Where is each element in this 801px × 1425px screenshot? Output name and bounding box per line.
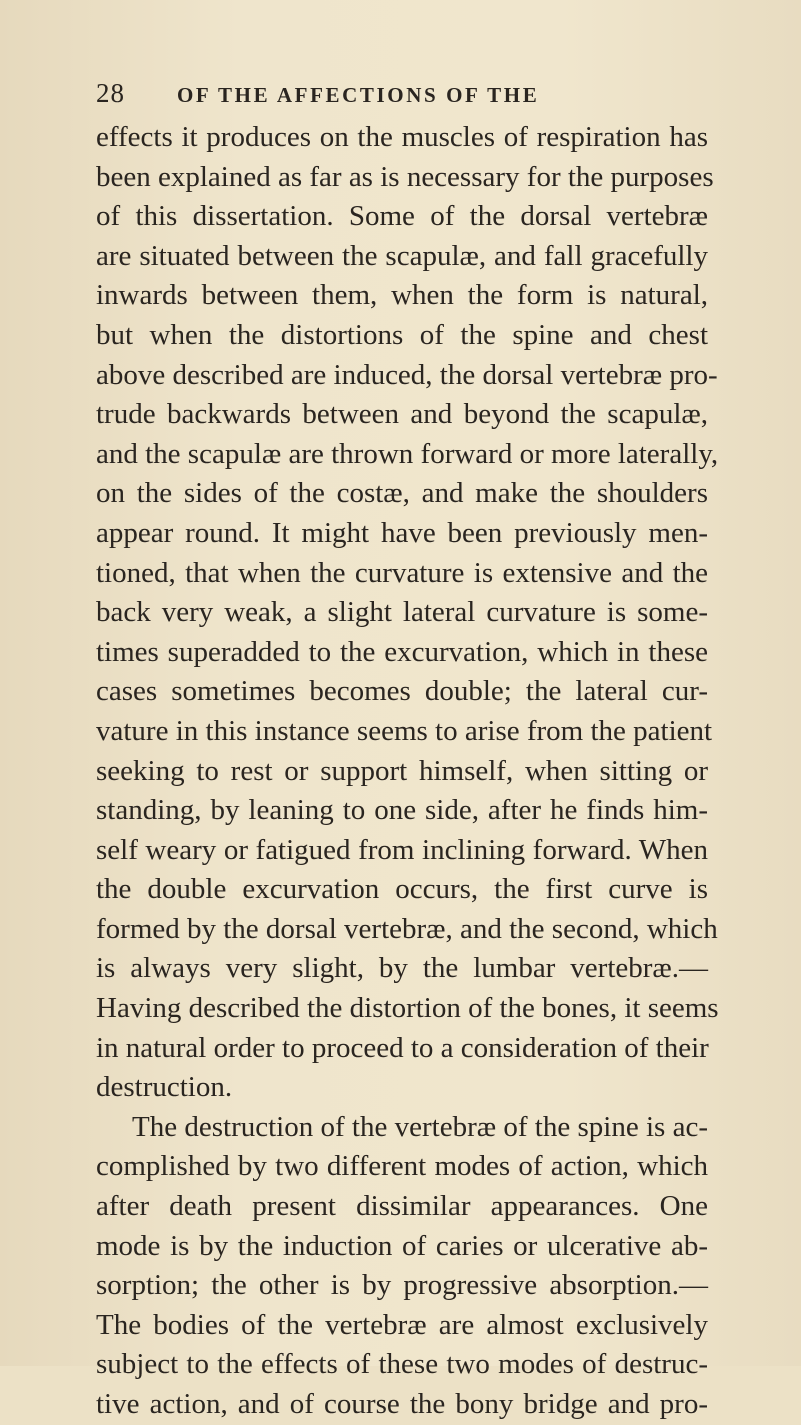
- text-line: above described are induced, the dorsal vertebræ pro-: [96, 358, 718, 391]
- text-line: trude backwards between and beyond the scapulæ,: [96, 398, 708, 431]
- text-line: mode is by the induction of caries or ulcerative ab-: [96, 1229, 708, 1262]
- text-line: self weary or fatigued from inclining forward. When: [96, 833, 708, 866]
- paragraph-first-line: The destruction of the vertebræ of the spine is ac-: [132, 1110, 708, 1143]
- text-line: times superadded to the excurvation, which in these: [96, 635, 708, 668]
- page-header: [96, 78, 756, 118]
- text-line: after death present dissimilar appearances. One: [96, 1190, 708, 1223]
- text-line: The bodies of the vertebræ are almost exclusively: [96, 1308, 708, 1341]
- text-line: is always very slight, by the lumbar vertebræ.—: [96, 952, 708, 985]
- text-line: tioned, that when the curvature is extensive and the: [96, 556, 708, 589]
- text-line: tive action, and of course the bony bridge and pro-: [96, 1388, 708, 1420]
- text-line: effects it produces on the muscles of respiration has: [96, 121, 708, 153]
- running-head: OF THE AFFECTIONS OF THE: [177, 83, 540, 107]
- text-line: inwards between them, when the form is natural,: [96, 279, 708, 312]
- text-line: formed by the dorsal vertebræ, and the second, which: [96, 912, 718, 945]
- text-line: appear round. It might have been previously men-: [96, 516, 708, 549]
- text-line: subject to the effects of these two modes of destruc-: [96, 1348, 708, 1381]
- text-line: sorption; the other is by progressive absorption.—: [96, 1269, 708, 1302]
- text-line: back very weak, a slight lateral curvature is some-: [96, 596, 708, 629]
- text-line: vature in this instance seems to arise from the patient: [96, 714, 713, 747]
- page-number: 28: [96, 78, 125, 108]
- body-text: [96, 118, 719, 1425]
- text-line: complished by two different modes of action, which: [96, 1150, 708, 1183]
- text-line: been explained as far as is necessary for the purposes: [96, 160, 714, 193]
- text-line: standing, by leaning to one side, after he finds him-: [96, 794, 708, 827]
- paragraph-end-line: destruction.: [96, 1071, 233, 1104]
- text-line: seeking to rest or support himself, when sitting or: [96, 754, 708, 787]
- text-line: cases sometimes becomes double; the lateral cur-: [96, 675, 708, 708]
- text-line: Having described the distortion of the bones, it seems: [96, 992, 719, 1025]
- text-line: are situated between the scapulæ, and fall gracefully: [96, 239, 708, 272]
- text-line: the double excurvation occurs, the first curve is: [96, 873, 708, 906]
- text-line: in natural order to proceed to a consideration of their: [96, 1031, 709, 1064]
- text-line: but when the distortions of the spine and chest: [96, 318, 708, 351]
- text-line: of this dissertation. Some of the dorsal vertebræ: [96, 200, 708, 233]
- text-line: on the sides of the costæ, and make the shoulders: [96, 477, 708, 510]
- text-line: and the scapulæ are thrown forward or more laterally,: [96, 437, 719, 470]
